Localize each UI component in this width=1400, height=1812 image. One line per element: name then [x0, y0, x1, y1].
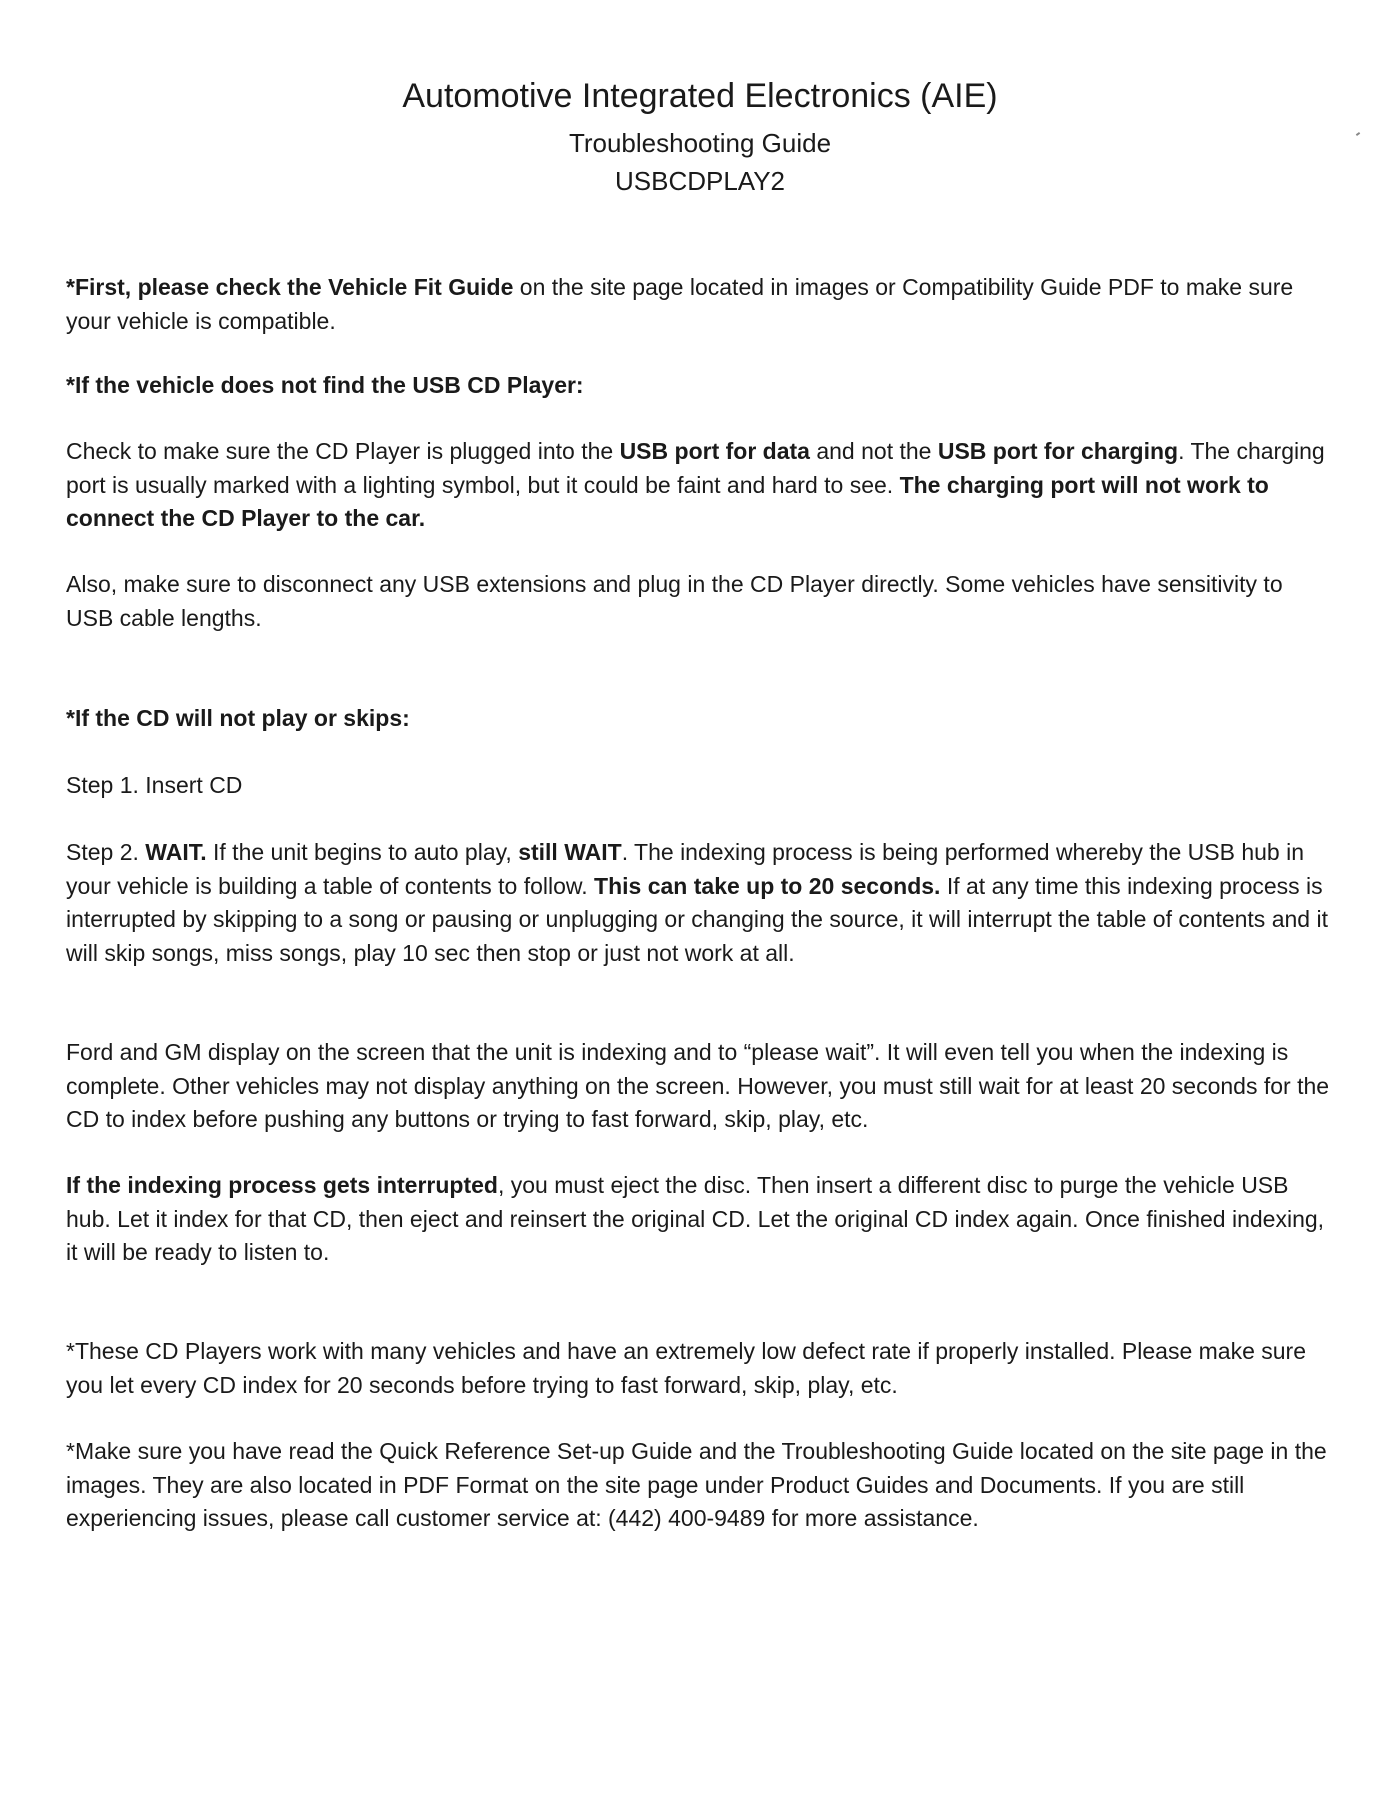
intro-paragraph: [66, 271, 1336, 338]
section-find-paragraph-1: [66, 435, 1336, 536]
p1-text-c: and not the: [809, 438, 938, 464]
step-1: Step 1. Insert CD: [66, 772, 243, 798]
model-number: USBCDPLAY2: [614, 166, 786, 196]
document-title: Automotive Integrated Electronics (AIE): [402, 77, 998, 115]
step2-text-c: If the unit begins to auto play,: [206, 839, 519, 865]
step2-bold-f: This can take up to 20 seconds.: [594, 872, 941, 899]
p1-text-a: Check to make sure the CD Player is plugged into the: [66, 438, 620, 464]
p1-bold-b: USB port for data: [619, 438, 810, 464]
note-defect-rate: *These CD Players work with many vehicles and have an extremely low defect rate if properly installed. Please make sure you let every CD index for 20 seconds before trying to fast forward, skip, play, etc.: [66, 1338, 1307, 1398]
section-find-heading-text: *If the vehicle does not find the USB CD Player:: [66, 372, 584, 398]
intro-bold: *First, please check the Vehicle Fit Guide: [66, 274, 514, 300]
interrupted-paragraph: [66, 1169, 1336, 1270]
step2-text-g: If at any time this indexing process is interrupted by skipping to a song or pausing or unplugging or changing the source, it will interrupt the table of contents and it will skip songs, miss songs, play 10 sec then stop or just not work at all.: [66, 872, 1328, 966]
interrupted-bold: If the indexing process gets interrupted: [66, 1172, 498, 1198]
document-subtitle: Troubleshooting Guide: [568, 128, 832, 158]
section-play-heading-text: *If the CD will not play or skips:: [66, 705, 410, 731]
note-reference-guide: *Make sure you have read the Quick Reference Set-up Guide and the Troubleshooting Guide located on the site page in the images. They are also located in PDF Format on the site page under Product Guides and Documents. If you are still experiencing issues, please call customer service at: (442) 400-9489 for more assistance.: [66, 1438, 1327, 1531]
step2-bold-d: still WAIT: [518, 839, 622, 865]
p1-text-e: . The charging port is usually marked with a lighting symbol, but it could be faint and hard to see.: [66, 438, 1325, 498]
p1-bold-f: The charging port will not work to connect the CD Player to the car.: [66, 471, 1269, 531]
section-find-heading: [66, 369, 1336, 403]
p1-bold-d: USB port for charging: [937, 438, 1179, 464]
intro-text: on the site page located in images or Compatibility Guide PDF to make sure your vehicle is compatible.: [66, 274, 1294, 334]
interrupted-text: , you must eject the disc. Then insert a different disc to purge the vehicle USB hub. Let it index for that CD, then eject and reinsert the original CD. Let the original CD index again. Once finished indexing, it will be ready to listen to.: [66, 1172, 1325, 1265]
ford-gm-paragraph: Ford and GM display on the screen that the unit is indexing and to “please wait”. It will even tell you when the indexing is complete. Other vehicles may not display anything on the screen. However, you must still wait for at least 20 seconds for the CD to index before pushing any buttons or trying to fast forward, skip, play, etc.: [66, 1039, 1330, 1132]
step2-text-a: Step 2.: [66, 839, 146, 865]
section-play-heading: [66, 702, 1336, 736]
step2-bold-b: WAIT.: [145, 839, 207, 865]
step2-text-e: . The indexing process is being performed whereby the USB hub in your vehicle is building a table of contents to follow.: [66, 839, 1304, 899]
section-find-paragraph-2: Also, make sure to disconnect any USB extensions and plug in the CD Player directly. Some vehicles have sensitivity to USB cable lengths.: [66, 571, 1283, 631]
step-2: [66, 836, 1336, 970]
